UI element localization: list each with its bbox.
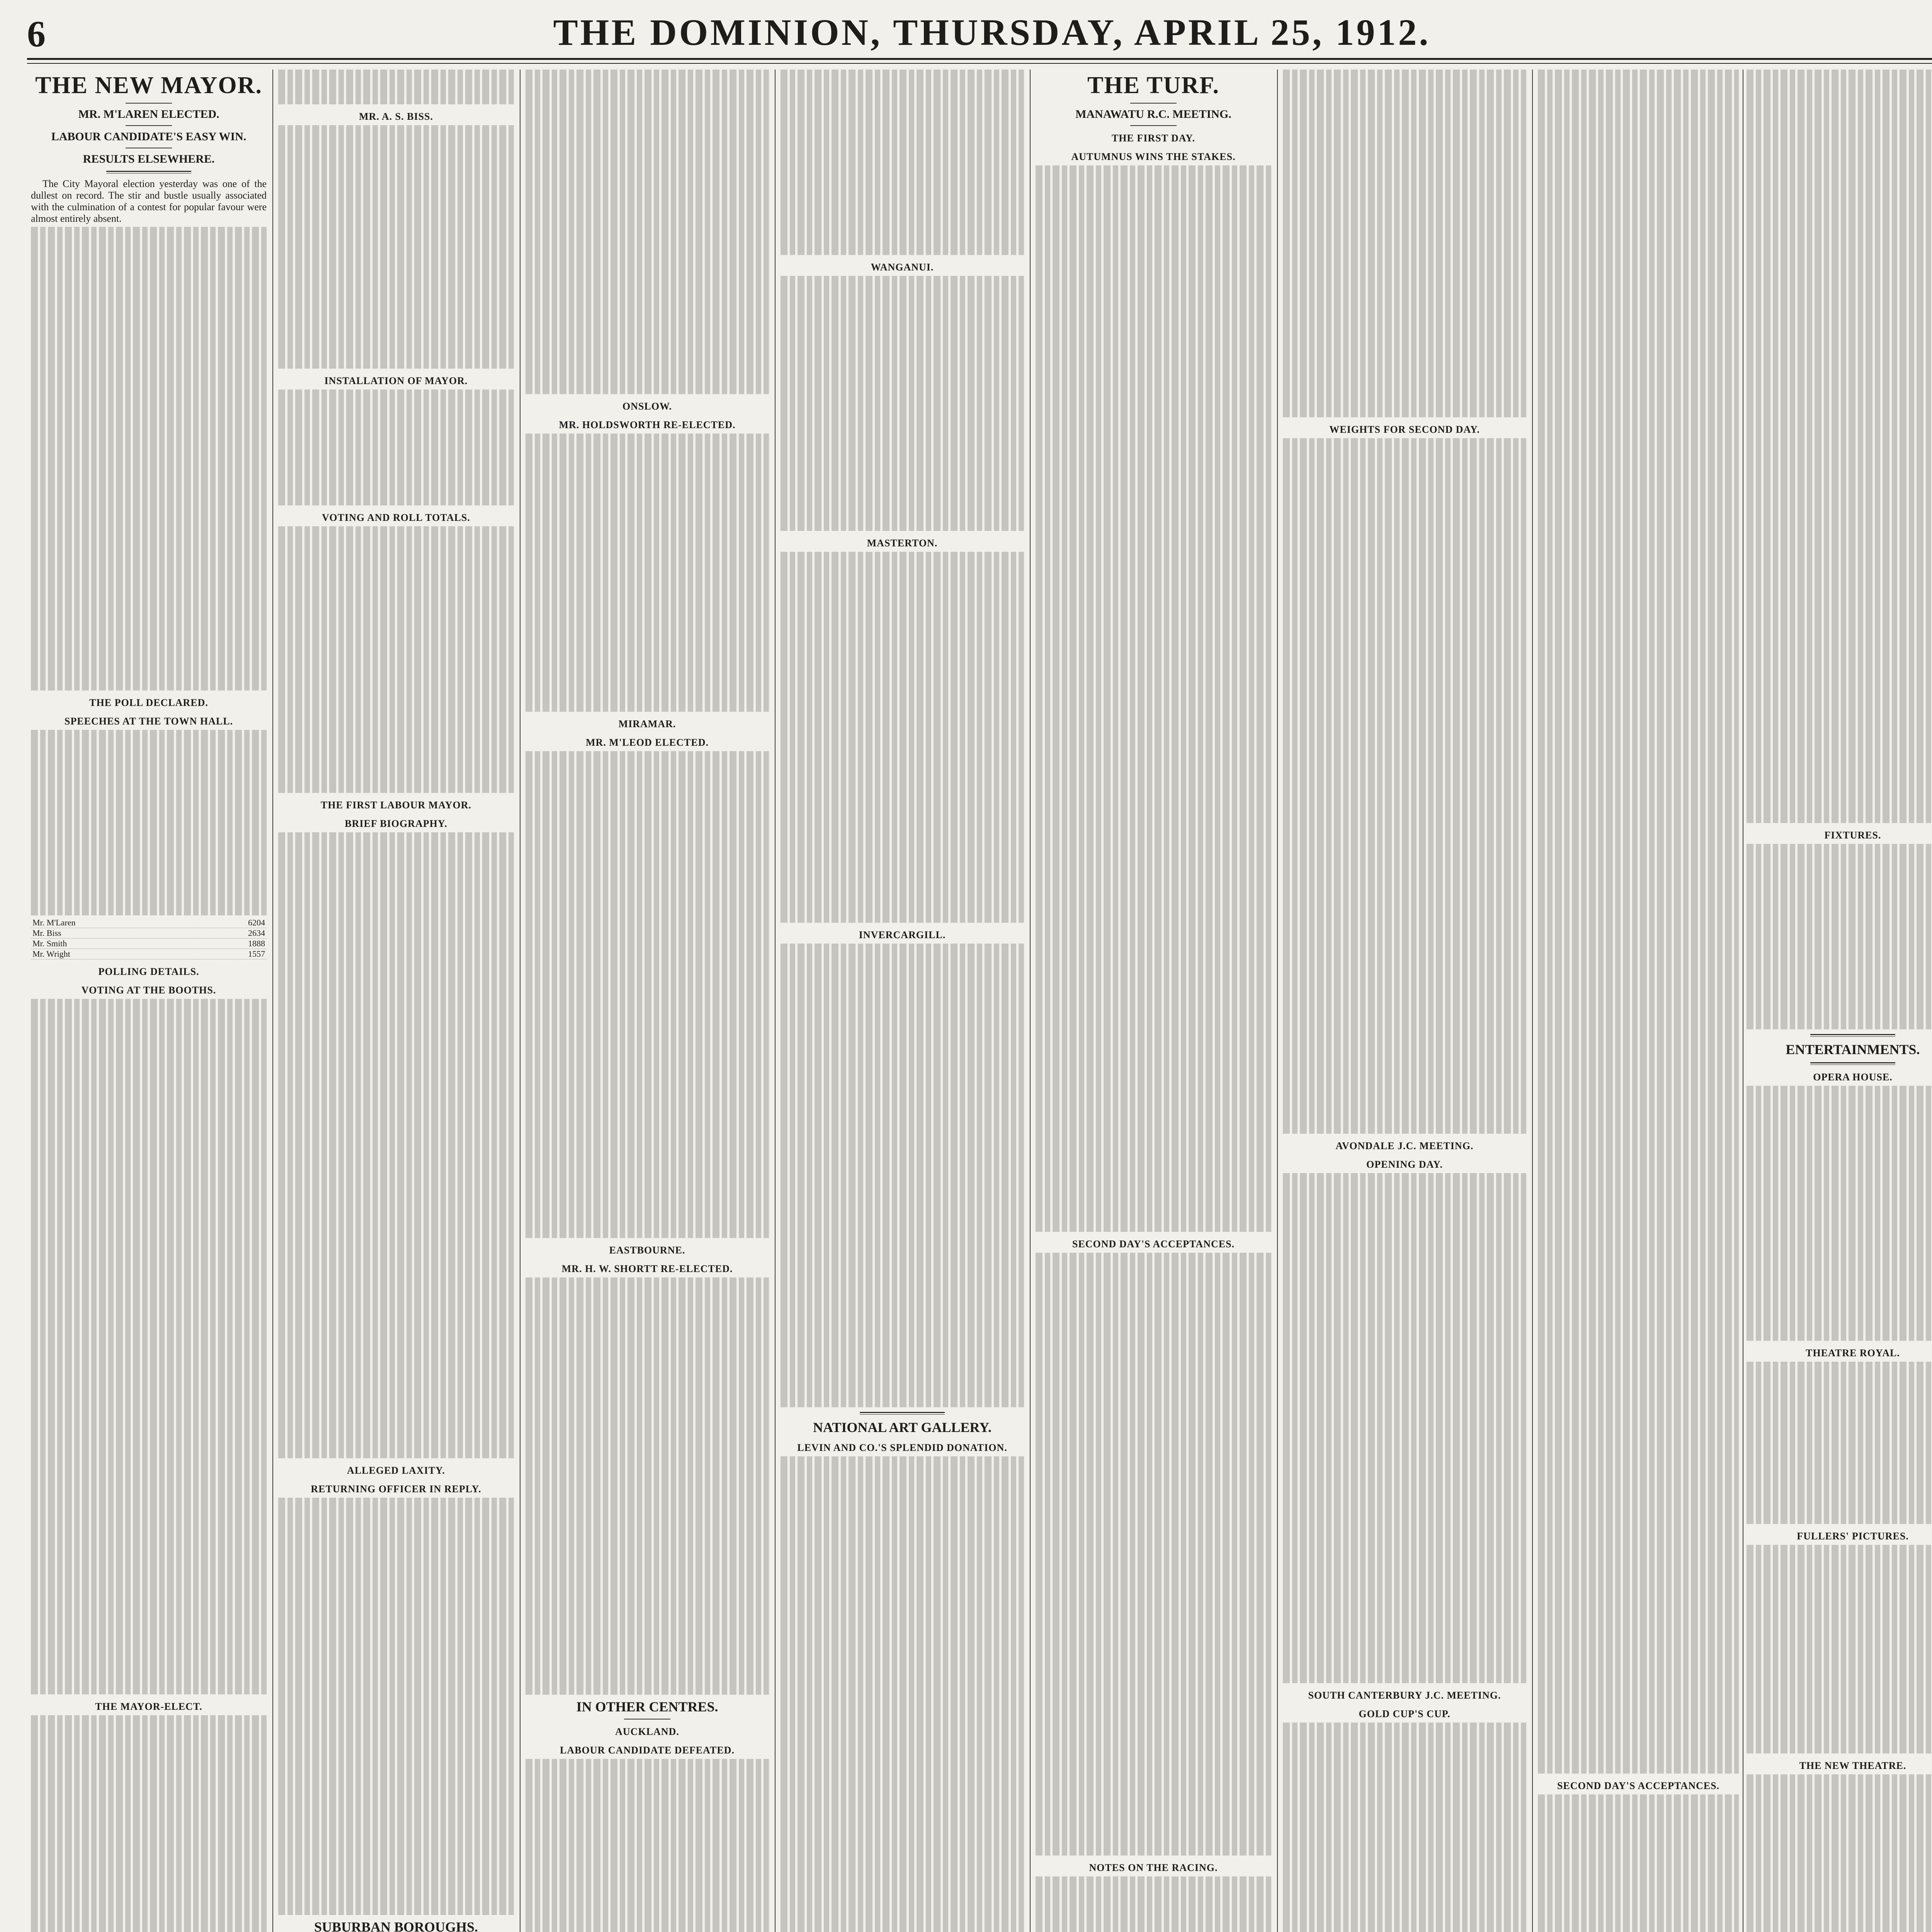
article-body-text xyxy=(1036,165,1271,1232)
race-results-text xyxy=(1283,70,1526,417)
section-heading: NOTES ON THE RACING. xyxy=(1089,1862,1218,1873)
race-results-text xyxy=(1283,1723,1526,1932)
column-3 xyxy=(526,70,769,1932)
subheadline: LABOUR CANDIDATE'S EASY WIN. xyxy=(51,130,247,143)
article-body-text xyxy=(526,1759,769,1932)
column-8 xyxy=(1747,70,1932,1932)
section-heading: THE POLL DECLARED. xyxy=(89,697,208,708)
section-heading: AUCKLAND. xyxy=(615,1726,679,1737)
newspaper-title: THE DOMINION, THURSDAY, APRIL 25, 1912. xyxy=(553,12,1431,53)
section-subheading: RETURNING OFFICER IN REPLY. xyxy=(311,1483,481,1495)
article-body-text xyxy=(526,751,769,1238)
column-1 xyxy=(31,70,267,1932)
race-results-text xyxy=(1283,438,1526,1134)
section-heading: SECOND DAY'S ACCEPTANCES. xyxy=(1072,1238,1235,1250)
section-heading: MASTERTON. xyxy=(867,537,938,549)
race-results-text xyxy=(1538,1794,1739,1932)
vote-count: 1557 xyxy=(195,949,267,959)
section-heading: FULLERS' PICTURES. xyxy=(1797,1531,1909,1542)
candidate-name: Mr. M'Laren xyxy=(31,918,195,928)
section-subheading: OPENING DAY. xyxy=(1366,1159,1443,1170)
section-heading: WEIGHTS FOR SECOND DAY. xyxy=(1329,424,1480,435)
column-6 xyxy=(1283,70,1526,1932)
vote-count: 2634 xyxy=(195,928,267,939)
section-heading: FIXTURES. xyxy=(1824,830,1881,841)
article-body-text xyxy=(278,70,514,104)
candidate-name: Mr. Wright xyxy=(31,949,195,959)
section-heading: AVONDALE J.C. MEETING. xyxy=(1335,1140,1474,1151)
article-body-text xyxy=(1747,1545,1932,1753)
booth-voting-table xyxy=(31,999,267,1694)
section-heading-large: SUBURBAN BOROUGHS. xyxy=(314,1919,478,1932)
divider xyxy=(106,171,191,173)
article-body-text xyxy=(781,1456,1024,1932)
section-heading: MR. A. S. BISS. xyxy=(359,111,433,122)
section-subheading: MR. M'LEOD ELECTED. xyxy=(585,737,709,748)
vote-count: 6204 xyxy=(195,918,267,928)
section-heading: VOTING AND ROLL TOTALS. xyxy=(322,512,470,523)
column-divider xyxy=(775,70,776,1932)
section-heading: ONSLOW. xyxy=(622,401,672,412)
section-subheading: GOLD CUP'S CUP. xyxy=(1359,1708,1451,1719)
headline-turf: THE TURF. xyxy=(1087,72,1219,99)
article-body-text xyxy=(31,227,267,690)
table-row xyxy=(31,928,267,939)
article-body-text xyxy=(1747,1774,1932,1932)
column-divider xyxy=(1277,70,1278,1932)
section-heading: THEATRE ROYAL. xyxy=(1806,1347,1900,1359)
section-subheading: LEVIN AND CO.'S SPLENDID DONATION. xyxy=(797,1442,1007,1453)
section-heading: WANGANUI. xyxy=(871,262,934,273)
column-4 xyxy=(781,70,1024,1932)
column-2 xyxy=(278,70,514,1932)
candidate-name: Mr. Smith xyxy=(31,939,195,949)
divider xyxy=(126,125,172,126)
section-heading: THE MAYOR-ELECT. xyxy=(95,1701,202,1712)
divider xyxy=(1810,1062,1895,1065)
masthead-rule xyxy=(27,58,1932,64)
section-heading: ALLEGED LAXITY. xyxy=(347,1465,445,1476)
article-body-text xyxy=(278,1498,514,1915)
subheadline: RESULTS ELSEWHERE. xyxy=(83,153,215,165)
section-heading: SECOND DAY'S ACCEPTANCES. xyxy=(1557,1780,1720,1791)
section-heading: SOUTH CANTERBURY J.C. MEETING. xyxy=(1308,1690,1501,1701)
section-subheading: LABOUR CANDIDATE DEFEATED. xyxy=(560,1745,735,1756)
section-heading: EASTBOURNE. xyxy=(609,1245,685,1256)
divider xyxy=(126,103,172,104)
page-number: 6 xyxy=(27,13,46,54)
column-5 xyxy=(1036,70,1271,1932)
article-paragraph: The City Mayoral election yesterday was one of the dullest on record. The stir and bustle usually associated with the culmination of a contest for popular favour were almost entirely absent. xyxy=(31,178,267,224)
article-body-text xyxy=(1036,1876,1271,1932)
poll-results-table xyxy=(31,918,267,959)
section-subheading: MR. H. W. SHORTT RE-ELECTED. xyxy=(561,1263,733,1274)
column-divider xyxy=(1532,70,1533,1932)
race-results-text xyxy=(1283,1173,1526,1683)
article-body-text xyxy=(31,1715,267,1932)
article-body-text xyxy=(781,276,1024,531)
divider xyxy=(1810,1034,1895,1037)
article-body-text xyxy=(278,526,514,793)
section-heading-large: NATIONAL ART GALLERY. xyxy=(813,1420,992,1435)
subheadline: MANAWATU R.C. MEETING. xyxy=(1075,108,1231,121)
section-heading: VOTING AT THE BOOTHS. xyxy=(81,985,216,996)
article-body-text xyxy=(278,389,514,505)
article-body-text xyxy=(781,944,1024,1407)
race-results-text xyxy=(1538,70,1739,1774)
section-heading: THE NEW THEATRE. xyxy=(1799,1760,1906,1771)
divider xyxy=(860,1412,945,1415)
article-body-text xyxy=(781,552,1024,923)
masthead xyxy=(27,9,1932,56)
article-body-text xyxy=(781,70,1024,255)
vote-count: 1888 xyxy=(195,939,267,949)
table-row xyxy=(31,918,267,928)
table-row xyxy=(31,949,267,959)
column-divider xyxy=(1030,70,1031,1932)
section-subheading: MR. HOLDSWORTH RE-ELECTED. xyxy=(559,419,736,430)
candidate-name: Mr. Biss xyxy=(31,928,195,939)
headline-new-mayor: THE NEW MAYOR. xyxy=(35,72,262,99)
column-7 xyxy=(1538,70,1739,1932)
article-body-text xyxy=(526,70,769,394)
divider xyxy=(1130,103,1177,104)
article-body-text xyxy=(31,730,267,915)
section-heading: POLLING DETAILS. xyxy=(98,966,199,977)
fixtures-list xyxy=(1747,844,1932,1029)
subheadline: THE FIRST DAY. xyxy=(1111,133,1196,144)
divider xyxy=(1130,125,1177,126)
subheadline: AUTUMNUS WINS THE STAKES. xyxy=(1071,151,1236,162)
section-subheading: BRIEF BIOGRAPHY. xyxy=(345,818,447,829)
section-heading: OPERA HOUSE. xyxy=(1813,1071,1893,1083)
table-row xyxy=(31,939,267,949)
section-heading: INSTALLATION OF MAYOR. xyxy=(324,375,468,386)
column-divider xyxy=(272,70,273,1932)
article-body-text xyxy=(1747,1086,1932,1341)
section-heading-large: IN OTHER CENTRES. xyxy=(576,1699,718,1714)
section-heading: MIRAMAR. xyxy=(618,718,676,730)
article-body-text xyxy=(278,832,514,1458)
subheadline: MR. M'LAREN ELECTED. xyxy=(78,108,219,121)
section-heading-large: ENTERTAINMENTS. xyxy=(1786,1042,1920,1057)
article-body-text xyxy=(1747,1362,1932,1524)
race-results-text xyxy=(1747,70,1932,823)
article-body-text xyxy=(526,1277,769,1695)
section-heading: SPEECHES AT THE TOWN HALL. xyxy=(64,716,233,727)
article-body-text xyxy=(526,434,769,712)
section-heading: INVERCARGILL. xyxy=(859,929,946,940)
section-heading: THE FIRST LABOUR MAYOR. xyxy=(321,799,471,811)
article-body-text xyxy=(1036,1253,1271,1855)
article-body-text xyxy=(278,125,514,369)
